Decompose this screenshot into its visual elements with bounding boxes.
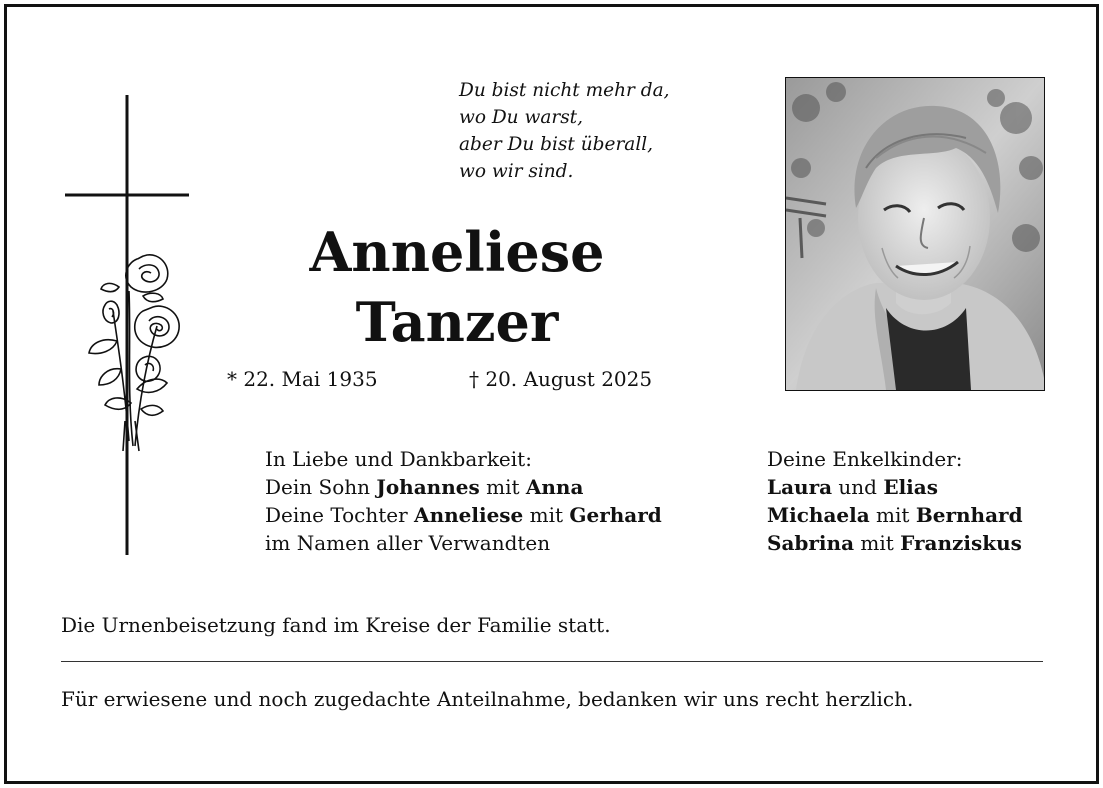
relation-label: Deine Tochter <box>265 503 415 527</box>
poem-line: Du bist nicht mehr da, <box>459 80 670 101</box>
joiner: mit <box>523 503 570 527</box>
grandchildren-row <box>767 501 1023 529</box>
poem <box>459 77 670 185</box>
joiner: und <box>832 475 884 499</box>
joiner: mit <box>854 531 901 555</box>
person-name: Gerhard <box>569 503 662 527</box>
person-name: Franziskus <box>900 531 1022 555</box>
grandchildren-intro: Deine Enkelkinder: <box>767 447 963 471</box>
last-name: Tanzer <box>355 290 559 354</box>
thanks-note: Für erwiesene und noch zugedachte Anteilnahme, bedanken wir uns recht herzlich. <box>61 687 914 711</box>
grandchildren-row <box>767 473 1023 501</box>
family-closing: im Namen aller Verwandten <box>265 531 551 555</box>
person-name: Anna <box>525 475 584 499</box>
grandchildren-row <box>767 529 1023 557</box>
obituary-notice <box>4 4 1099 784</box>
poem-line: wo Du warst, <box>459 107 583 128</box>
person-name: Johannes <box>376 475 480 499</box>
portrait-photo <box>785 77 1045 391</box>
person-name: Anneliese <box>414 503 524 527</box>
divider <box>61 661 1043 662</box>
joiner: mit <box>869 503 916 527</box>
burial-note: Die Urnenbeisetzung fand im Kreise der Familie statt. <box>61 613 611 637</box>
relation-label: Dein Sohn <box>265 475 377 499</box>
death-date: † 20. August 2025 <box>469 367 653 391</box>
person-name: Laura <box>767 475 833 499</box>
cross-with-roses-icon <box>59 91 199 559</box>
joiner: mit <box>479 475 526 499</box>
deceased-name <box>257 217 657 357</box>
person-name: Bernhard <box>915 503 1023 527</box>
poem-line: aber Du bist überall, <box>459 134 654 155</box>
poem-line: wo wir sind. <box>459 161 574 182</box>
family-children <box>265 445 662 557</box>
person-name: Michaela <box>767 503 870 527</box>
birth-date: * 22. Mai 1935 <box>227 367 378 391</box>
family-line-son <box>265 473 662 501</box>
first-name: Anneliese <box>309 220 605 284</box>
family-intro: In Liebe und Dankbarkeit: <box>265 447 532 471</box>
family-line-daughter <box>265 501 662 529</box>
family-grandchildren <box>767 445 1023 557</box>
person-name: Sabrina <box>767 531 855 555</box>
person-name: Elias <box>883 475 939 499</box>
